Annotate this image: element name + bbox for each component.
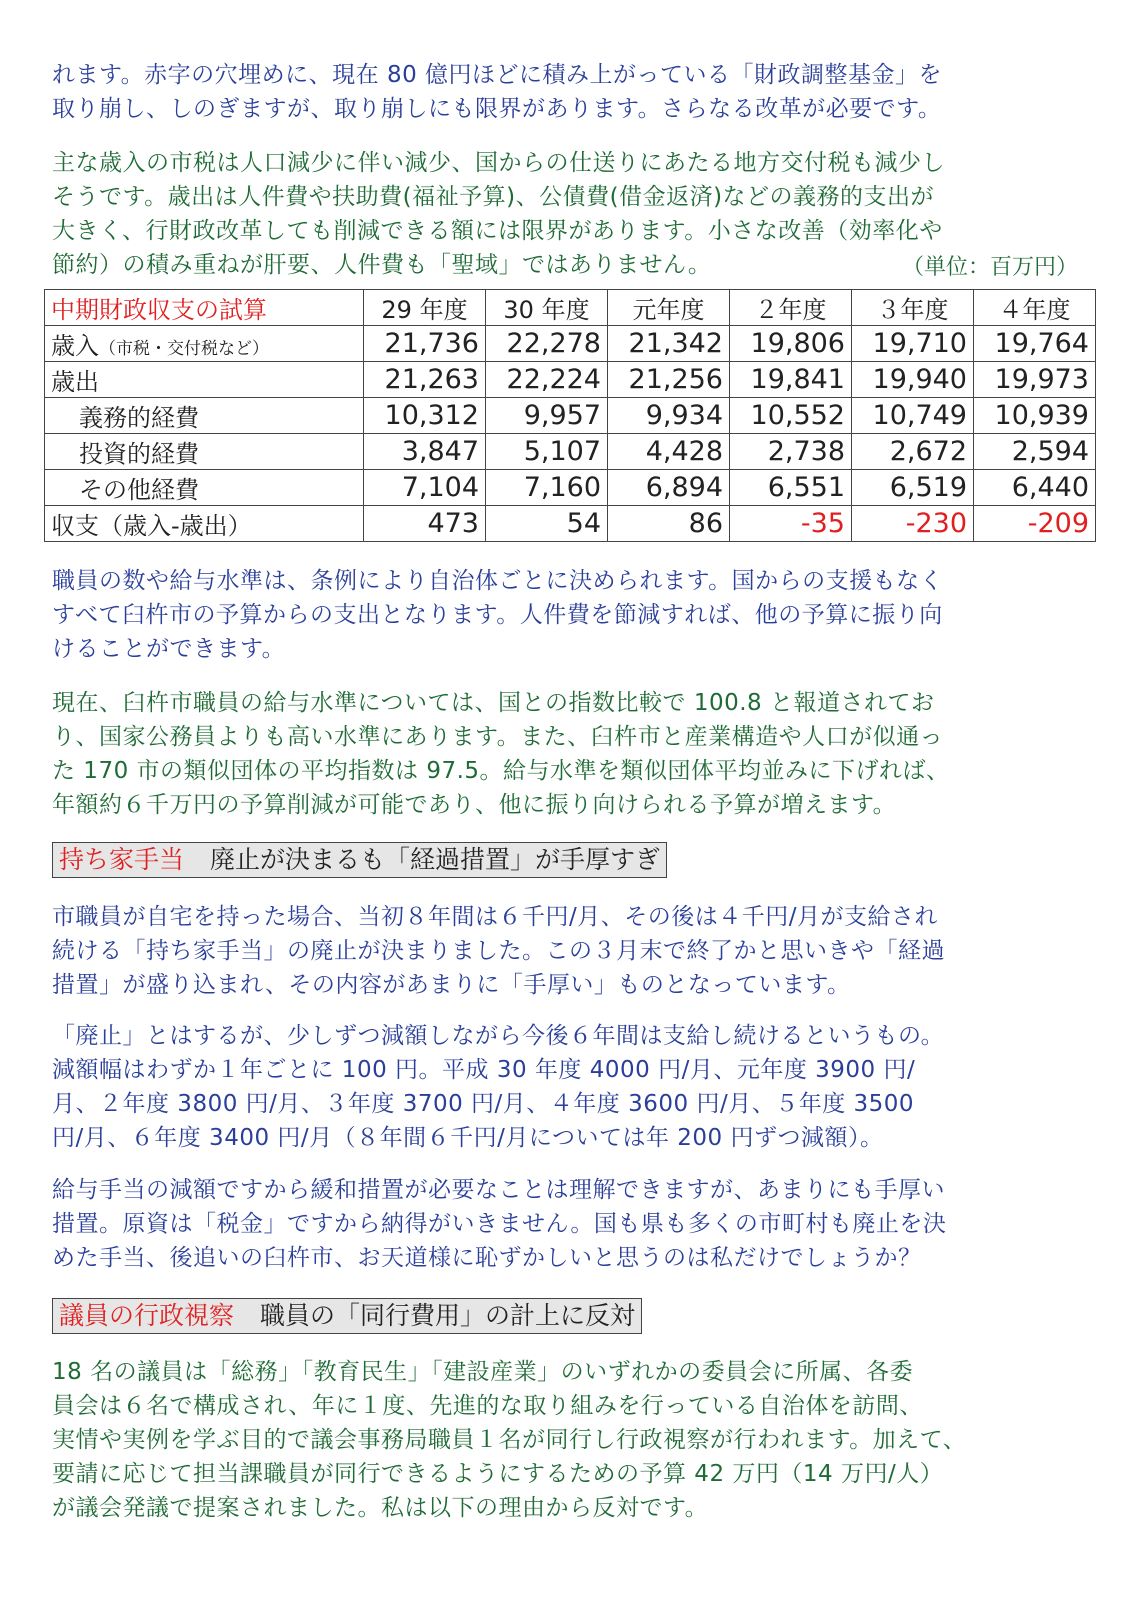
paragraph-phaseout bbox=[52, 1019, 1082, 1155]
text-line: 大きく、行財政改革しても削減できる額には限界があります。小さな改善（効率化や bbox=[52, 218, 943, 244]
column-header: 30 年度 bbox=[486, 290, 608, 326]
row-label-text: 歳入 bbox=[51, 332, 99, 360]
table-row bbox=[45, 506, 1096, 542]
table-cell: 3,847 bbox=[364, 434, 486, 470]
table-cell: -230 bbox=[852, 506, 974, 542]
text-line: り、国家公務員よりも高い水準にあります。また、臼杵市と産業構造や人口が似通っ bbox=[52, 724, 944, 750]
heading-text: 職員の「同行費用」の計上に反対 bbox=[260, 1301, 636, 1330]
table-cell: 7,104 bbox=[364, 470, 486, 506]
text-line: 主な歳入の市税は人口減少に伴い減少、国からの仕送りにあたる地方交付税も減少し bbox=[52, 150, 945, 176]
row-label: 投資的経費 bbox=[45, 434, 364, 470]
table-cell: 2,672 bbox=[852, 434, 974, 470]
table-cell: 473 bbox=[364, 506, 486, 542]
heading-text: 廃止が決まるも「経過措置」が手厚すぎ bbox=[210, 845, 661, 874]
table-cell: 19,973 bbox=[974, 362, 1096, 398]
table-cell: 19,764 bbox=[974, 326, 1096, 362]
text-line: 措置。原資は「税金」ですから納得がいきません。国も県も多くの市町村も廃止を決 bbox=[52, 1211, 947, 1237]
heading-label: 持ち家手当 bbox=[59, 845, 185, 874]
table-title: 中期財政収支の試算 bbox=[45, 290, 364, 326]
paragraph-housing bbox=[52, 900, 1082, 1002]
table-cell: 22,224 bbox=[486, 362, 608, 398]
table-row bbox=[45, 362, 1096, 398]
table-cell: 21,256 bbox=[608, 362, 730, 398]
text-line: 員会は６名で構成され、年に１度、先進的な取り組みを行っている自治体を訪問、 bbox=[52, 1393, 923, 1419]
text-line: 取り崩し、しのぎますが、取り崩しにも限界があります。さらなる改革が必要です。 bbox=[52, 96, 942, 122]
table-row bbox=[45, 434, 1096, 470]
table-cell: -209 bbox=[974, 506, 1096, 542]
table-cell: 10,552 bbox=[730, 398, 852, 434]
section-heading-housing bbox=[52, 842, 667, 878]
text-line: が議会発議で提案されました。私は以下の理由から反対です。 bbox=[52, 1495, 709, 1521]
table-cell: 6,551 bbox=[730, 470, 852, 506]
text-line: 年額約６千万円の予算削減が可能であり、他に振り向けられる予算が増えます。 bbox=[52, 792, 897, 818]
column-header: 元年度 bbox=[608, 290, 730, 326]
text-line: 要請に応じて担当課職員が同行できるようにするための予算 42 万円（14 万円/人） bbox=[52, 1461, 944, 1487]
paragraph-salary bbox=[52, 686, 1082, 822]
row-label bbox=[45, 326, 364, 362]
table-header-row bbox=[45, 290, 1096, 326]
section-heading-inspection bbox=[52, 1298, 642, 1334]
table-cell: 19,710 bbox=[852, 326, 974, 362]
column-header: 29 年度 bbox=[364, 290, 486, 326]
text-line: めた手当、後追いの臼杵市、お天道様に恥ずかしいと思うのは私だけでしょうか？ bbox=[52, 1245, 922, 1271]
table-cell: 9,957 bbox=[486, 398, 608, 434]
column-header: ２年度 bbox=[730, 290, 852, 326]
paragraph-opinion bbox=[52, 1173, 1082, 1275]
text-line: 市職員が自宅を持った場合、当初８年間は６千円/月、その後は４千円/月が支給され bbox=[52, 904, 938, 930]
table-cell: 22,278 bbox=[486, 326, 608, 362]
table-cell: 6,440 bbox=[974, 470, 1096, 506]
table-cell: 9,934 bbox=[608, 398, 730, 434]
row-label: その他経費 bbox=[45, 470, 364, 506]
text-line: 措置」が盛り込まれ、その内容があまりに「手厚い」ものとなっています。 bbox=[52, 972, 851, 998]
table-cell: 2,594 bbox=[974, 434, 1096, 470]
table-row bbox=[45, 326, 1096, 362]
table-cell: 21,263 bbox=[364, 362, 486, 398]
text-line: 円/月、６年度 3400 円/月（８年間６千円/月については年 200 円ずつ減額）。 bbox=[52, 1125, 884, 1151]
text-line: すべて臼杵市の予算からの支出となります。人件費を節減すれば、他の予算に振り向 bbox=[52, 602, 943, 628]
text-line: けることができます。 bbox=[52, 636, 286, 662]
text-line: 「廃止」とはするが、少しずつ減額しながら今後６年間は支給し続けるというもの。 bbox=[52, 1023, 945, 1049]
table-cell: 19,841 bbox=[730, 362, 852, 398]
row-label: 収支（歳入-歳出） bbox=[45, 506, 364, 542]
paragraph-staff bbox=[52, 564, 1082, 666]
table-cell: 10,749 bbox=[852, 398, 974, 434]
table-cell: 6,519 bbox=[852, 470, 974, 506]
text-line: 実情や実例を学ぶ目的で議会事務局職員１名が同行し行政視察が行われます。加えて、 bbox=[52, 1427, 967, 1453]
text-line: 節約）の積み重ねが肝要、人件費も「聖域」ではありません。 bbox=[52, 252, 712, 278]
table-cell: 86 bbox=[608, 506, 730, 542]
text-line: 給与手当の減額ですから緩和措置が必要なことは理解できますが、あまりにも手厚い bbox=[52, 1177, 945, 1203]
row-label: 歳出 bbox=[45, 362, 364, 398]
table-row bbox=[45, 398, 1096, 434]
text-line: 現在、臼杵市職員の給与水準については、国との指数比較で 100.8 と報道されてお bbox=[52, 690, 935, 716]
table-cell: 6,894 bbox=[608, 470, 730, 506]
table-cell: 21,736 bbox=[364, 326, 486, 362]
column-header: ３年度 bbox=[852, 290, 974, 326]
table-cell: 21,342 bbox=[608, 326, 730, 362]
text-line: そうです。歳出は人件費や扶助費(福祉予算)、公債費(借金返済)などの義務的支出が bbox=[52, 184, 935, 210]
paragraph-inspection bbox=[52, 1355, 1082, 1525]
table-cell: 10,312 bbox=[364, 398, 486, 434]
table-cell: 7,160 bbox=[486, 470, 608, 506]
text-line: 18 名の議員は「総務」「教育民生」「建設産業」のいずれかの委員会に所属、各委 bbox=[52, 1359, 914, 1385]
table-cell: 5,107 bbox=[486, 434, 608, 470]
fiscal-table bbox=[44, 289, 1096, 542]
paragraph-deficit bbox=[52, 58, 1082, 126]
column-header: ４年度 bbox=[974, 290, 1096, 326]
table-cell: 19,940 bbox=[852, 362, 974, 398]
unit-label: （単位：百万円） bbox=[901, 255, 1078, 280]
table-cell: 54 bbox=[486, 506, 608, 542]
text-line: 続ける「持ち家手当」の廃止が決まりました。この３月末で終了かと思いきや「経過 bbox=[52, 938, 945, 964]
text-line: 月、２年度 3800 円/月、３年度 3700 円/月、４年度 3600 円/月、５年度 3500 bbox=[52, 1091, 915, 1117]
text-line: た 170 市の類似団体の平均指数は 97.5。給与水準を類似団体平均並みに下げれば、 bbox=[52, 758, 950, 784]
row-label: 義務的経費 bbox=[45, 398, 364, 434]
text-line: 職員の数や給与水準は、条例により自治体ごとに決められます。国からの支援もなく bbox=[52, 568, 944, 594]
row-label-note: （市税・交付税など） bbox=[99, 339, 269, 359]
table-cell: 2,738 bbox=[730, 434, 852, 470]
table-cell: 19,806 bbox=[730, 326, 852, 362]
table-cell: -35 bbox=[730, 506, 852, 542]
table-row bbox=[45, 470, 1096, 506]
text-line: れます。赤字の穴埋めに、現在 80 億円ほどに積み上がっている「財政調整基金」を bbox=[52, 62, 943, 88]
table-cell: 10,939 bbox=[974, 398, 1096, 434]
table-cell: 4,428 bbox=[608, 434, 730, 470]
text-line: 減額幅はわずか１年ごとに 100 円。平成 30 年度 4000 円/月、元年度 3900 円/ bbox=[52, 1057, 916, 1083]
heading-label: 議員の行政視察 bbox=[59, 1301, 235, 1330]
